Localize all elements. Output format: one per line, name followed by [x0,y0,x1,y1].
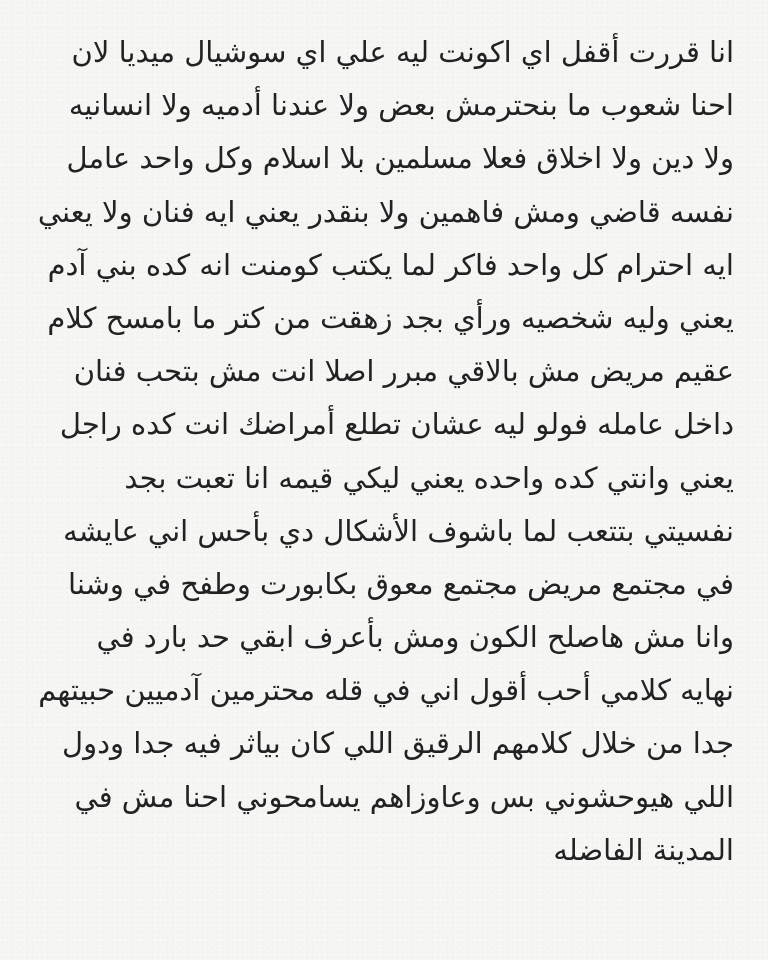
note-line: نفسيتي بتتعب لما باشوف الأشكال دي بأحس اني عايشه [63,513,734,548]
note-text [34,26,734,877]
note-line: نفسه قاضي ومش فاهمين ولا بنقدر يعني ايه فنان ولا يعني [37,194,734,229]
note-line: نهايه كلامي أحب أقول اني في قله محترمين آدميين حبيتهم [38,673,734,708]
note-line: داخل عامله فولو ليه عشان تطلع أمراضك انت كده راجل [59,407,734,442]
note-line: جدا من خلال كلامهم الرقيق اللي كان بياثر فيه جدا ودول [62,726,734,761]
note-line: يعني وانتي كده واحده يعني ليكي قيمه انا تعبت بجد [124,460,734,495]
note-line: يعني وليه شخصيه ورأي بجد زهقت من كتر ما بامسح كلام [47,300,734,335]
note-line: ولا دين ولا اخلاق فعلا مسلمين بلا اسلام وكل واحد عامل [66,141,734,176]
note-line: اللي هيوحشوني بس وعاوزاهم يسامحوني احنا مش في [74,779,734,814]
note-line: المدينة الفاضله [553,832,734,867]
note-line: احنا شعوب ما بنحترمش بعض ولا عندنا أدميه ولا انسانيه [68,88,734,123]
note-line: في مجتمع مريض مجتمع معوق بكابورت وطفح في وشنا [67,566,734,601]
note-line: وانا مش هاصلح الكون ومش بأعرف ابقي حد بارد في [96,620,734,655]
note-line: انا قررت أقفل اي اكونت ليه علي اي سوشيال ميديا لان [71,35,734,69]
note-line: عقيم مريض مش بالاقي مبرر اصلا انت مش بتحب فنان [73,354,734,389]
note-line: ايه احترام كل واحد فاكر لما يكتب كومنت انه كده بني آدم [47,247,734,282]
